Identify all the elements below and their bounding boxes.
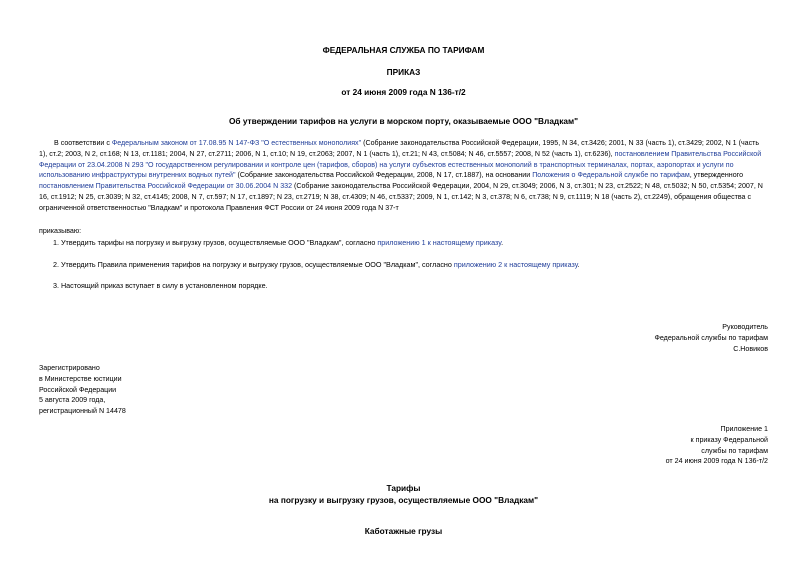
registration-block (39, 363, 126, 417)
registration-line-2: в Министерстве юстиции (39, 374, 122, 383)
government-decree-332-link[interactable]: постановлением Правительства Российской Федерации от 30.06.2004 N 332 (39, 182, 293, 191)
preamble-text-5: (Собрание законодательства Российской Федерации, 2004, N 29, ст.3049; 2006, N 3, ст.301; N 23, ст.2522; N 48, ст.5032; N 50, ст.5354; 2007, N 16, ст.1912; N 25, ст.3039; N 32, ст.4145; 2008, N 7, ст.597; N 17, ст.1897; N 23, ст.2719; N 38, ст.4309; N 46, ст.5337; 2009, N 1, ст.142; N 3, ст.378; N 6, ст.738; N 9, ст.1119; N 18 (часть 2), ст.2249), обращения общества с ограниченной ответственностью "Владкам" и протокола Правления ФСТ России от 24 июня 2009 года N 37-т (39, 182, 763, 212)
tariffs-subtitle: на погрузку и выгрузку грузов, осуществляемые ООО "Владкам" (268, 495, 539, 505)
preamble-text-1: В соответствии с (54, 139, 112, 147)
appendix-line-2: к приказу Федеральной (690, 435, 768, 444)
order-item-1-text: 1. Утвердить тарифы на погрузку и выгрузку грузов, осуществляемые ООО "Владкам", согласно (53, 238, 378, 247)
appendix-1-link[interactable]: приложению 1 к настоящему приказу (377, 238, 502, 247)
preamble-text-4: , утвержденного (689, 171, 744, 180)
subject-heading: Об утверждении тарифов на услуги в морском порту, оказываемые ООО "Владкам" (228, 116, 579, 126)
registration-line-1: Зарегистрировано (39, 364, 100, 372)
signature-title: Руководитель (722, 323, 768, 331)
tariffs-title: Тарифы (386, 483, 421, 493)
order-item-3 (53, 282, 268, 289)
signature-name: С.Новиков (733, 344, 768, 353)
order-item-2-end: . (577, 260, 580, 269)
agency-heading: ФЕДЕРАЛЬНАЯ СЛУЖБА ПО ТАРИФАМ (322, 45, 485, 55)
appendix-line-1: Приложение 1 (720, 425, 768, 433)
order-word: приказываю: (39, 227, 82, 235)
signature-org: Федеральной службы по тарифам (654, 333, 768, 342)
order-item-2 (53, 261, 580, 268)
appendix-block (666, 424, 768, 467)
order-item-2-text: 2. Утвердить Правила применения тарифов на погрузку и выгрузку грузов, осуществляемые ООО "Владкам", согласно (53, 260, 454, 269)
fst-regulation-link[interactable]: Положения о Федеральной службе по тарифам (532, 171, 690, 180)
order-item-1 (53, 239, 503, 246)
federal-law-link[interactable]: Федеральным законом от 17.08.95 N 147-ФЗ "О естественных монополиях" (111, 139, 362, 147)
registration-line-5: регистрационный N 14478 (39, 407, 126, 416)
preamble-paragraph (39, 138, 769, 214)
tariffs-section-heading: Каботажные грузы (364, 526, 443, 536)
registration-line-3: Российской Федерации (39, 385, 117, 394)
government-decree-293-link[interactable]: постановлением Правительства Российской Федерации от 23.04.2008 N 293 "О государственном регулировании и контроле цен (тарифов, сборов) на услуги субъектов естественных монополий в транспортных терминалах, портах, аэропортах и услуги по использованию инфраструктуры внутренних водных путей" (39, 149, 762, 180)
signature-block (655, 322, 769, 354)
appendix-line-4: от 24 июня 2009 года N 136-т/2 (665, 457, 768, 466)
order-item-3-text: 3. Настоящий приказ вступает в силу в установленном порядке. (53, 281, 268, 290)
date-number-heading: от 24 июня 2009 года N 136-т/2 (341, 87, 466, 97)
appendix-2-link[interactable]: приложению 2 к настоящему приказу (453, 260, 578, 269)
appendix-line-3: службы по тарифам (701, 446, 768, 455)
preamble-text-2: (Собрание законодательства Российской Федерации, 1995, N 34, ст.3426; 2001, N 33 (часть 1), ст.3429; 2002, N 1 (часть 1), ст.2; 2003, N 2, ст.168; N 13, ст.1181; 2004, N 27, ст.2711; 2006, N 1, ст.10; N 19, ст.2063; 2007, N 1 (часть 1), ст.21; N 43, ст.5084; N 46, ст.5557; 2008, N 52 (часть 1), ст.6236), (39, 139, 760, 158)
doc-type-heading: ПРИКАЗ (386, 67, 421, 77)
registration-line-4: 5 августа 2009 года, (39, 396, 106, 405)
preamble-text-3: (Собрание законодательства Российской Федерации, 2008, N 17, ст.1887), на основании (235, 171, 533, 180)
order-item-1-end: . (501, 238, 504, 247)
